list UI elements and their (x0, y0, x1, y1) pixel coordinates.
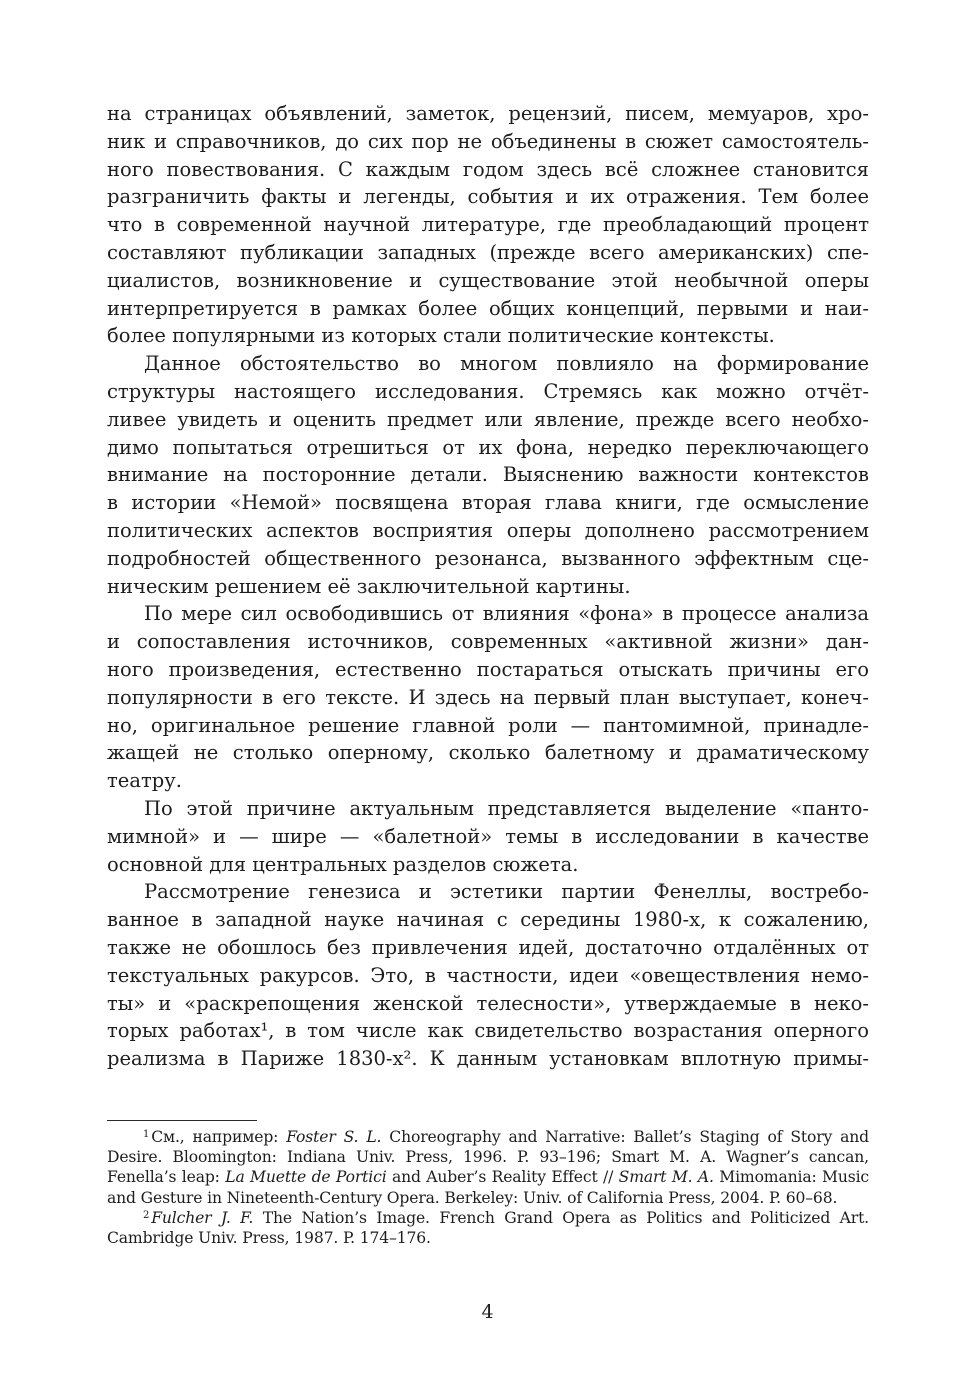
footnote-text: Choreography and Narrative: Ballet’s Staging of Story and Desire. Bloomington: Indiana Univ. Press, 1996. P. 93–196; Smart M. A. Wagner’s cancan, Fenella’s leap: (107, 1128, 869, 1187)
text-line: текстуальных ракурсов. Это, в частности, идеи «овеществления немо- (107, 963, 869, 987)
text-line: более популярными из которых стали политические контексты. (107, 324, 775, 348)
footnote-marker: 1 (143, 1129, 150, 1140)
footnotes (107, 1127, 869, 1248)
footnote-author: Foster S. L. (286, 1128, 382, 1146)
text-line: структуры настоящего исследования. Стремясь как можно отчёт- (107, 379, 869, 403)
footnote-text: См., например: (151, 1128, 287, 1146)
text-line: димо попытаться отрешиться от их фона, нередко переключающего (107, 435, 869, 459)
body-text (107, 100, 869, 1073)
footnote-separator (107, 1120, 257, 1121)
text-line: разграничить факты и легенды, события и их отражения. Тем более (107, 185, 869, 209)
text-line: также не обошлось без привлечения идей, достаточно отдалённых от (107, 935, 869, 959)
text-line: ник и справочников, до сих пор не объединены в сюжет самостоятель- (107, 129, 869, 153)
text-line: политических аспектов восприятия оперы дополнено рассмотрением (107, 518, 869, 542)
text-line: ты» и «раскрепощения женской телесности», утверждаемые в неко- (107, 991, 869, 1015)
text-line: торых работах¹, в том числе как свидетельство возрастания оперного (107, 1019, 869, 1043)
text-line: и сопоставления источников, современных «активной жизни» дан- (107, 630, 869, 654)
text-line: мимной» и — шире — «балетной» темы в исследовании в качестве (107, 824, 869, 848)
text-line: ливее увидеть и оценить предмет или явление, прежде всего необхо- (107, 407, 869, 431)
footnote-text: and Auber’s Reality Effect // (386, 1168, 619, 1187)
footnote-text: Mimomania: Music and Gesture in Nineteenth-Century Opera. Berkeley: Univ. of California Press, 2004. P. 60–68. (107, 1168, 869, 1207)
text-line: основной для центральных разделов сюжета. (107, 852, 579, 876)
footnote-author: Smart M. A. (618, 1168, 714, 1187)
text-line: на страницах объявлений, заметок, рецензий, писем, мемуаров, хро- (107, 102, 869, 125)
page-number: 4 (481, 1301, 494, 1323)
text-line: циалистов, возникновение и существование этой необычной оперы (107, 268, 869, 292)
footnote-marker: 2 (143, 1209, 150, 1221)
text-line: подробностей общественного резонанса, вызванного эффектным сце- (107, 546, 869, 570)
text-line: ного произведения, естественно постараться отыскать причины его (107, 657, 869, 681)
text-line: составляют публикации западных (прежде всего американских) спе- (107, 240, 869, 264)
footnote-text: The Nation’s Image. French Grand Opera as Politics and Politicized Art. Cambridge Univ. Press, 1987. P. 174–176. (107, 1208, 869, 1248)
text-line: По мере сил освободившись от влияния «фона» в процессе анализа (144, 602, 869, 626)
text-line: ванное в западной науке начиная с середины 1980-х, к сожалению, (107, 908, 869, 932)
text-line: внимание на посторонние детали. Выяснению важности контекстов (107, 463, 869, 487)
text-line: ническим решением её заключительной картины. (107, 574, 631, 598)
text-line: театру. (107, 769, 182, 793)
text-line: популярности в его тексте. И здесь на первый план выступает, конеч- (107, 685, 869, 709)
text-line: но, оригинальное решение главной роли — пантомимной, принадле- (107, 713, 869, 737)
text-line: По этой причине актуальным представляется выделение «панто- (144, 796, 869, 820)
text-line: Данное обстоятельство во многом повлияло на формирование (144, 352, 869, 376)
footnote-author: Fulcher J. F. (151, 1208, 254, 1227)
text-line: что в современной научной литературе, где преобладающий процент (107, 213, 869, 237)
footnote-2 (107, 1208, 869, 1248)
footnote-1 (107, 1127, 869, 1208)
text-line: интерпретируется в рамках более общих концепций, первыми и наи- (107, 296, 869, 320)
footnote-author: La Muette de Portici (225, 1168, 387, 1187)
text-line: ного повествования. С каждым годом здесь всё сложнее становится (107, 157, 869, 181)
text-line: реализма в Париже 1830-х². К данным установкам вплотную примы- (107, 1047, 869, 1071)
text-line: жащей не столько оперному, сколько балетному и драматическому (107, 741, 869, 765)
text-line: в истории «Немой» посвящена вторая глава книги, где осмысление (107, 491, 869, 515)
text-line: Рассмотрение генезиса и эстетики партии Фенеллы, востребо- (144, 880, 869, 904)
